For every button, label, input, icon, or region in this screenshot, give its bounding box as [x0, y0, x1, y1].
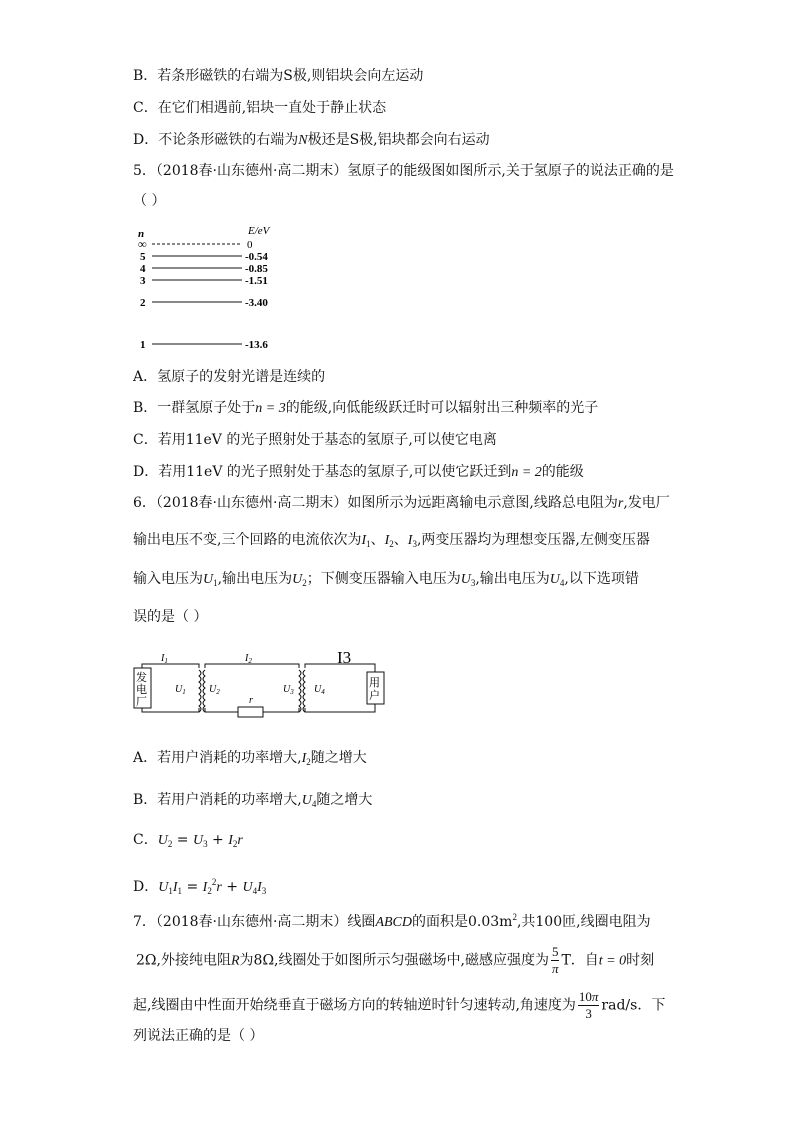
level-n-inf: ∞ — [138, 237, 147, 251]
q7-stem-line4: 列说法正确的是（ ） — [133, 1028, 264, 1044]
q6-option-c: C．$U_2 = U_3 + I_2r$ — [133, 832, 243, 849]
q4-option-c: C．在它们相遇前,铝块一直处于静止状态 — [133, 100, 387, 116]
user-label-1: 用 — [369, 677, 380, 689]
q6-stem-line3: 输入电压为$U_1$,输出电压为$U_2$；下侧变压器输入电压为$U_3$,输出电压为$U_4$,以下选项错 — [133, 571, 639, 588]
q6-option-b: B．若用户消耗的功率增大$,U_4$随之增大 — [133, 792, 373, 809]
u2-label: U — [209, 684, 217, 695]
level-n-5: 5 — [140, 251, 146, 263]
level-e-4: -0.85 — [245, 263, 268, 275]
q6-option-d: D．$U_1I_1 = I_2^2r + U_4I_3$ — [133, 877, 267, 896]
q5-option-a: A．氢原子的发射光谱是连续的 — [133, 369, 326, 385]
svg-text:U2: $U_2$ — [209, 684, 220, 696]
svg-text:U3: $U_3$ — [283, 684, 294, 696]
q6-option-a: A．若用户消耗的功率增大$,I_2$随之增大 — [133, 750, 367, 767]
level-e-5: -0.54 — [245, 251, 268, 263]
loop2-wire-bottom-right — [263, 708, 299, 712]
loop1-wire-bottom — [142, 708, 199, 712]
level-e-1: -13.6 — [245, 339, 268, 351]
generator-label-2: 电 — [136, 684, 147, 696]
q5-option-b: B．一群氢原子处于n = 3的能级,向低能级跃迁时可以辐射出三种频率的光子 — [133, 400, 599, 416]
generator-label-1: 发 — [136, 672, 147, 684]
r-label: r — [249, 695, 253, 706]
level-n-2: 2 — [140, 297, 146, 309]
energy-level-diagram — [130, 222, 290, 357]
q5-stem-line2: （ ） — [133, 193, 166, 209]
q5-stem-line1: 5．（2018春·山东德州·高二期末）氢原子的能级图如图所示,关于氢原子的说法正确的是 — [133, 163, 674, 179]
i2-label: I — [245, 653, 249, 664]
level-n-3: 3 — [140, 275, 146, 287]
q4-option-b: B．若条形磁铁的右端为S极,则铝块会向左运动 — [133, 68, 424, 84]
transformer-left-secondary — [203, 670, 205, 712]
i3-label: I3 — [337, 648, 352, 667]
u1-label: U — [175, 684, 183, 695]
i1-label: I — [161, 653, 165, 664]
svg-text:I2: $I_2$ — [245, 653, 252, 665]
transformer-right-secondary — [303, 670, 305, 712]
svg-text:I1: $I_1$ — [161, 653, 168, 665]
q4-option-d: D．不论条形磁铁的右端为N极还是S极,铝块都会向右运动 — [133, 132, 490, 148]
transformer-left-primary — [199, 670, 201, 712]
u4-label: U — [314, 684, 322, 695]
loop2-wire-bottom-left — [205, 708, 238, 712]
q7-fraction-b: $\frac{5}{\pi}$ — [551, 944, 559, 976]
loop2-wire-top — [205, 664, 299, 668]
q5-option-c: C．若用11eV 的光子照射处于基态的氢原子,可以使它电离 — [133, 432, 497, 448]
axis-e-label: E/eV — [248, 225, 270, 237]
q7-stem-line2: 2Ω,外接纯电阻R为8Ω,线圈处于如图所示匀强磁场中,磁感应强度为 $\frac{5}{\pi}$ T．自t = 0时刻 — [136, 944, 655, 976]
q6-stem-line4: 误的是（ ） — [133, 609, 208, 625]
loop1-wire — [142, 664, 199, 668]
level-e-2: -3.40 — [245, 297, 268, 309]
level-n-1: 1 — [140, 339, 146, 351]
axis-n-label: n — [138, 228, 145, 240]
generator-label-3: 厂 — [136, 696, 147, 708]
level-n-4: 4 — [140, 263, 146, 275]
loop3-wire-bottom — [305, 704, 375, 712]
line-resistor — [238, 707, 263, 717]
svg-text:U1: $U_1$ — [175, 684, 186, 696]
level-e-3: -1.51 — [245, 275, 268, 287]
q6-stem-line2: 输出电压不变,三个回路的电流依次为$I_1$、$I_2$、$I_3$,两变压器均为理想变压器,左侧变压器 — [133, 532, 650, 549]
transformer-right-primary — [299, 670, 301, 712]
level-e-inf: 0 — [247, 239, 253, 251]
user-label-2: 户 — [369, 690, 380, 702]
q7-fraction-omega: $\frac{10\pi}{3}$ — [578, 989, 599, 1021]
transmission-circuit-diagram — [133, 646, 393, 720]
q6-stem-line1: 6．（2018春·山东德州·高二期末）如图所示为远距离输电示意图,线路总电阻为r,发电厂 — [133, 495, 670, 511]
q7-stem-line3: 起,线圈由中性面开始绕垂直于磁场方向的转轴逆时针匀速转动,角速度为 $\frac{10\pi}{3}$ rad/s．下 — [133, 989, 666, 1021]
u3-label: U — [283, 684, 291, 695]
svg-text:U4: $U_4$ — [314, 684, 325, 696]
q5-option-d: D．若用11eV 的光子照射处于基态的氢原子,可以使它跃迁到n = 2的能级 — [133, 464, 584, 480]
q7-stem-line1: 7．（2018春·山东德州·高二期末）线圈ABCD的面积是$0.03m^2$,共100匝,线圈电阻为 — [133, 912, 651, 930]
